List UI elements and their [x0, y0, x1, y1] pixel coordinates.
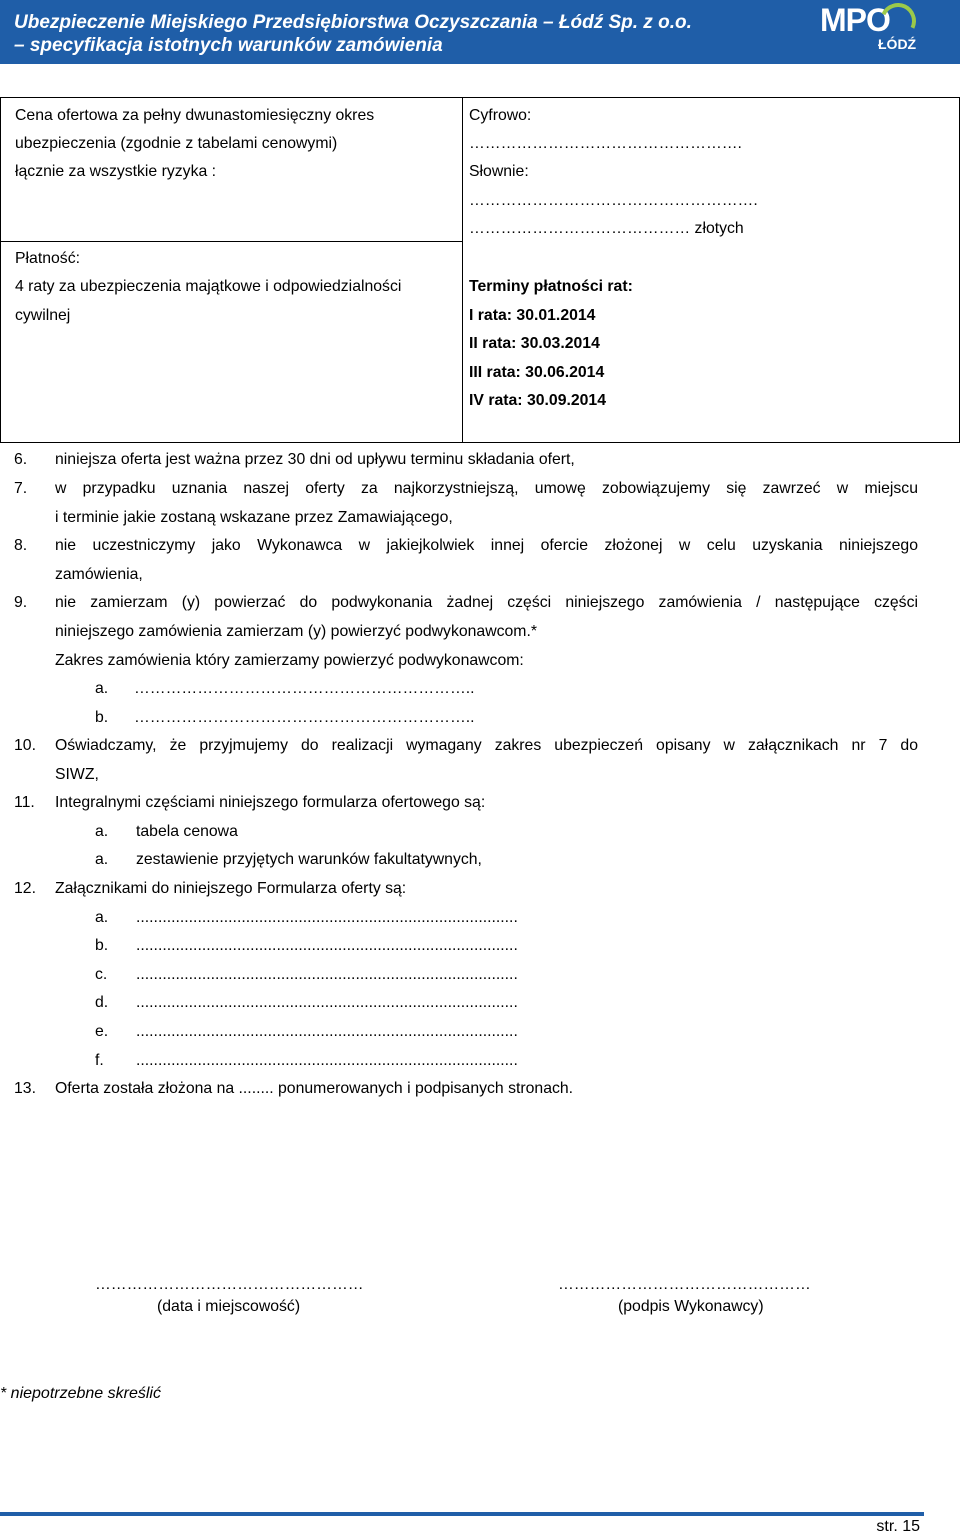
sub-letter: b.	[95, 937, 109, 954]
item-number: 11.	[14, 794, 35, 811]
logo-text: MPO	[820, 2, 890, 38]
sub-letter: a.	[95, 851, 109, 868]
item-number: 8.	[14, 537, 28, 554]
item-text-line-2: niniejszego zamówienia zamierzam (y) powierzyć podwykonawcom.*	[55, 623, 537, 640]
item-text-line-3: Zakres zamówienia który zamierzamy powierzyć podwykonawcom:	[55, 652, 524, 669]
item-text-line-2: SIWZ,	[55, 766, 99, 783]
installment-3: III rata: 30.06.2014	[469, 364, 605, 381]
sub-letter: d.	[95, 994, 109, 1011]
item-text-line-1: nie zamierzam (y) powierzać do podwykonania żadnej części niniejszego zamówienia / następujące części	[55, 594, 918, 611]
item-text: niniejsza oferta jest ważna przez 30 dni od upływu terminu składania ofert,	[55, 451, 575, 468]
price-label-line-2: ubezpieczenia (zgodnie z tabelami cenowymi)	[15, 135, 338, 152]
sub-letter: f.	[95, 1052, 104, 1069]
digits-field[interactable]: …………………………………………….	[469, 135, 742, 152]
item-number: 13.	[14, 1080, 36, 1097]
digits-label: Cyfrowo:	[469, 107, 532, 124]
payment-text-line-2: cywilnej	[15, 307, 71, 324]
sub-dots[interactable]: ………………………………………………………..	[134, 709, 475, 726]
item-number: 6.	[14, 451, 28, 468]
sub-dots[interactable]: ………………………………………………………..	[134, 680, 475, 697]
words-label: Słownie:	[469, 163, 529, 180]
installment-1: I rata: 30.01.2014	[469, 307, 596, 324]
item-number: 10.	[14, 737, 36, 754]
installment-2: II rata: 30.03.2014	[469, 335, 600, 352]
cell-divider	[1, 241, 462, 242]
price-label-line-3: łącznie za wszystkie ryzyka :	[15, 163, 217, 180]
logo-subtitle: ŁÓDŹ	[878, 36, 917, 52]
payment-text: 4 raty za ubezpieczenia majątkowe i odpowiedzialności	[15, 278, 402, 295]
header-title-line-1: Ubezpieczenie Miejskiego Przedsiębiorstwa Oczyszczania – Łódź Sp. z o.o.	[14, 12, 692, 33]
contractor-signature-label: (podpis Wykonawcy)	[618, 1298, 764, 1315]
price-summary-table	[0, 97, 960, 443]
item-number: 9.	[14, 594, 28, 611]
sub-letter: c.	[95, 966, 108, 983]
sub-text: zestawienie przyjętych warunków fakultatywnych,	[136, 851, 482, 868]
sub-dots[interactable]: .......................................................................................	[136, 937, 518, 954]
item-number: 12.	[14, 880, 36, 897]
price-label-cell	[1, 98, 463, 443]
payment-text-line-1	[15, 277, 401, 297]
sub-letter: a.	[95, 909, 109, 926]
footnote: * niepotrzebne skreślić	[0, 1385, 161, 1402]
sub-text: tabela cenowa	[136, 823, 238, 840]
page-number: str. 15	[876, 1518, 920, 1535]
header-title-line-2: – specyfikacja istotnych warunków zamówienia	[14, 35, 443, 56]
item-text-line-2: zamówienia,	[55, 566, 143, 583]
payment-title: Płatność:	[15, 250, 80, 267]
item-number: 7.	[14, 480, 28, 497]
date-place-field[interactable]: ……………………………………………	[95, 1276, 364, 1293]
installment-4: IV rata: 30.09.2014	[469, 392, 607, 409]
item-text-line-2: i terminie jakie zostaną wskazane przez Zamawiającego,	[55, 509, 453, 526]
sub-letter: e.	[95, 1023, 109, 1040]
contractor-signature-field[interactable]: …………………………………………	[558, 1276, 811, 1293]
footer-rule	[0, 1512, 924, 1516]
sub-dots[interactable]: .......................................................................................	[136, 1023, 518, 1040]
sub-letter: b.	[95, 709, 109, 726]
item-text: Oferta została złożona na ........ ponumerowanych i podpisanych stronach.	[55, 1080, 574, 1097]
document-header	[0, 0, 960, 64]
sub-letter: a.	[95, 680, 109, 697]
date-place-label: (data i miejscowość)	[157, 1298, 301, 1315]
words-field-currency[interactable]: …………………………………… złotych	[469, 220, 744, 237]
item-text-line-1: w przypadku uznania naszej oferty za najkorzystniejszą, umowę zobowiązujemy się zawrzeć w miejscu	[55, 480, 918, 497]
sub-dots[interactable]: .......................................................................................	[136, 994, 518, 1011]
price-values-cell	[463, 98, 960, 443]
company-logo	[820, 2, 916, 58]
item-text: Załącznikami do niniejszego Formularza oferty są:	[55, 880, 407, 897]
sub-letter: a.	[95, 823, 109, 840]
item-text: Integralnymi częściami niniejszego formularza ofertowego są:	[55, 794, 486, 811]
payment-terms-title: Terminy płatności rat:	[469, 278, 633, 295]
sub-dots[interactable]: .......................................................................................	[136, 966, 518, 983]
item-text-line-1: Oświadczamy, że przyjmujemy do realizacji wymagany zakres ubezpieczeń opisany w załącznikach nr 7 do	[55, 737, 918, 754]
words-field[interactable]: ……………………………………………….	[469, 192, 758, 209]
price-label-line-1: Cena ofertowa za pełny dwunastomiesięczny okres	[15, 107, 375, 124]
item-text-line-1: nie uczestniczymy jako Wykonawca w jakiejkolwiek innej ofercie złożonej w celu uzyskania niniejszego	[55, 537, 918, 554]
sub-dots[interactable]: .......................................................................................	[136, 1052, 518, 1069]
sub-dots[interactable]: .......................................................................................	[136, 909, 518, 926]
